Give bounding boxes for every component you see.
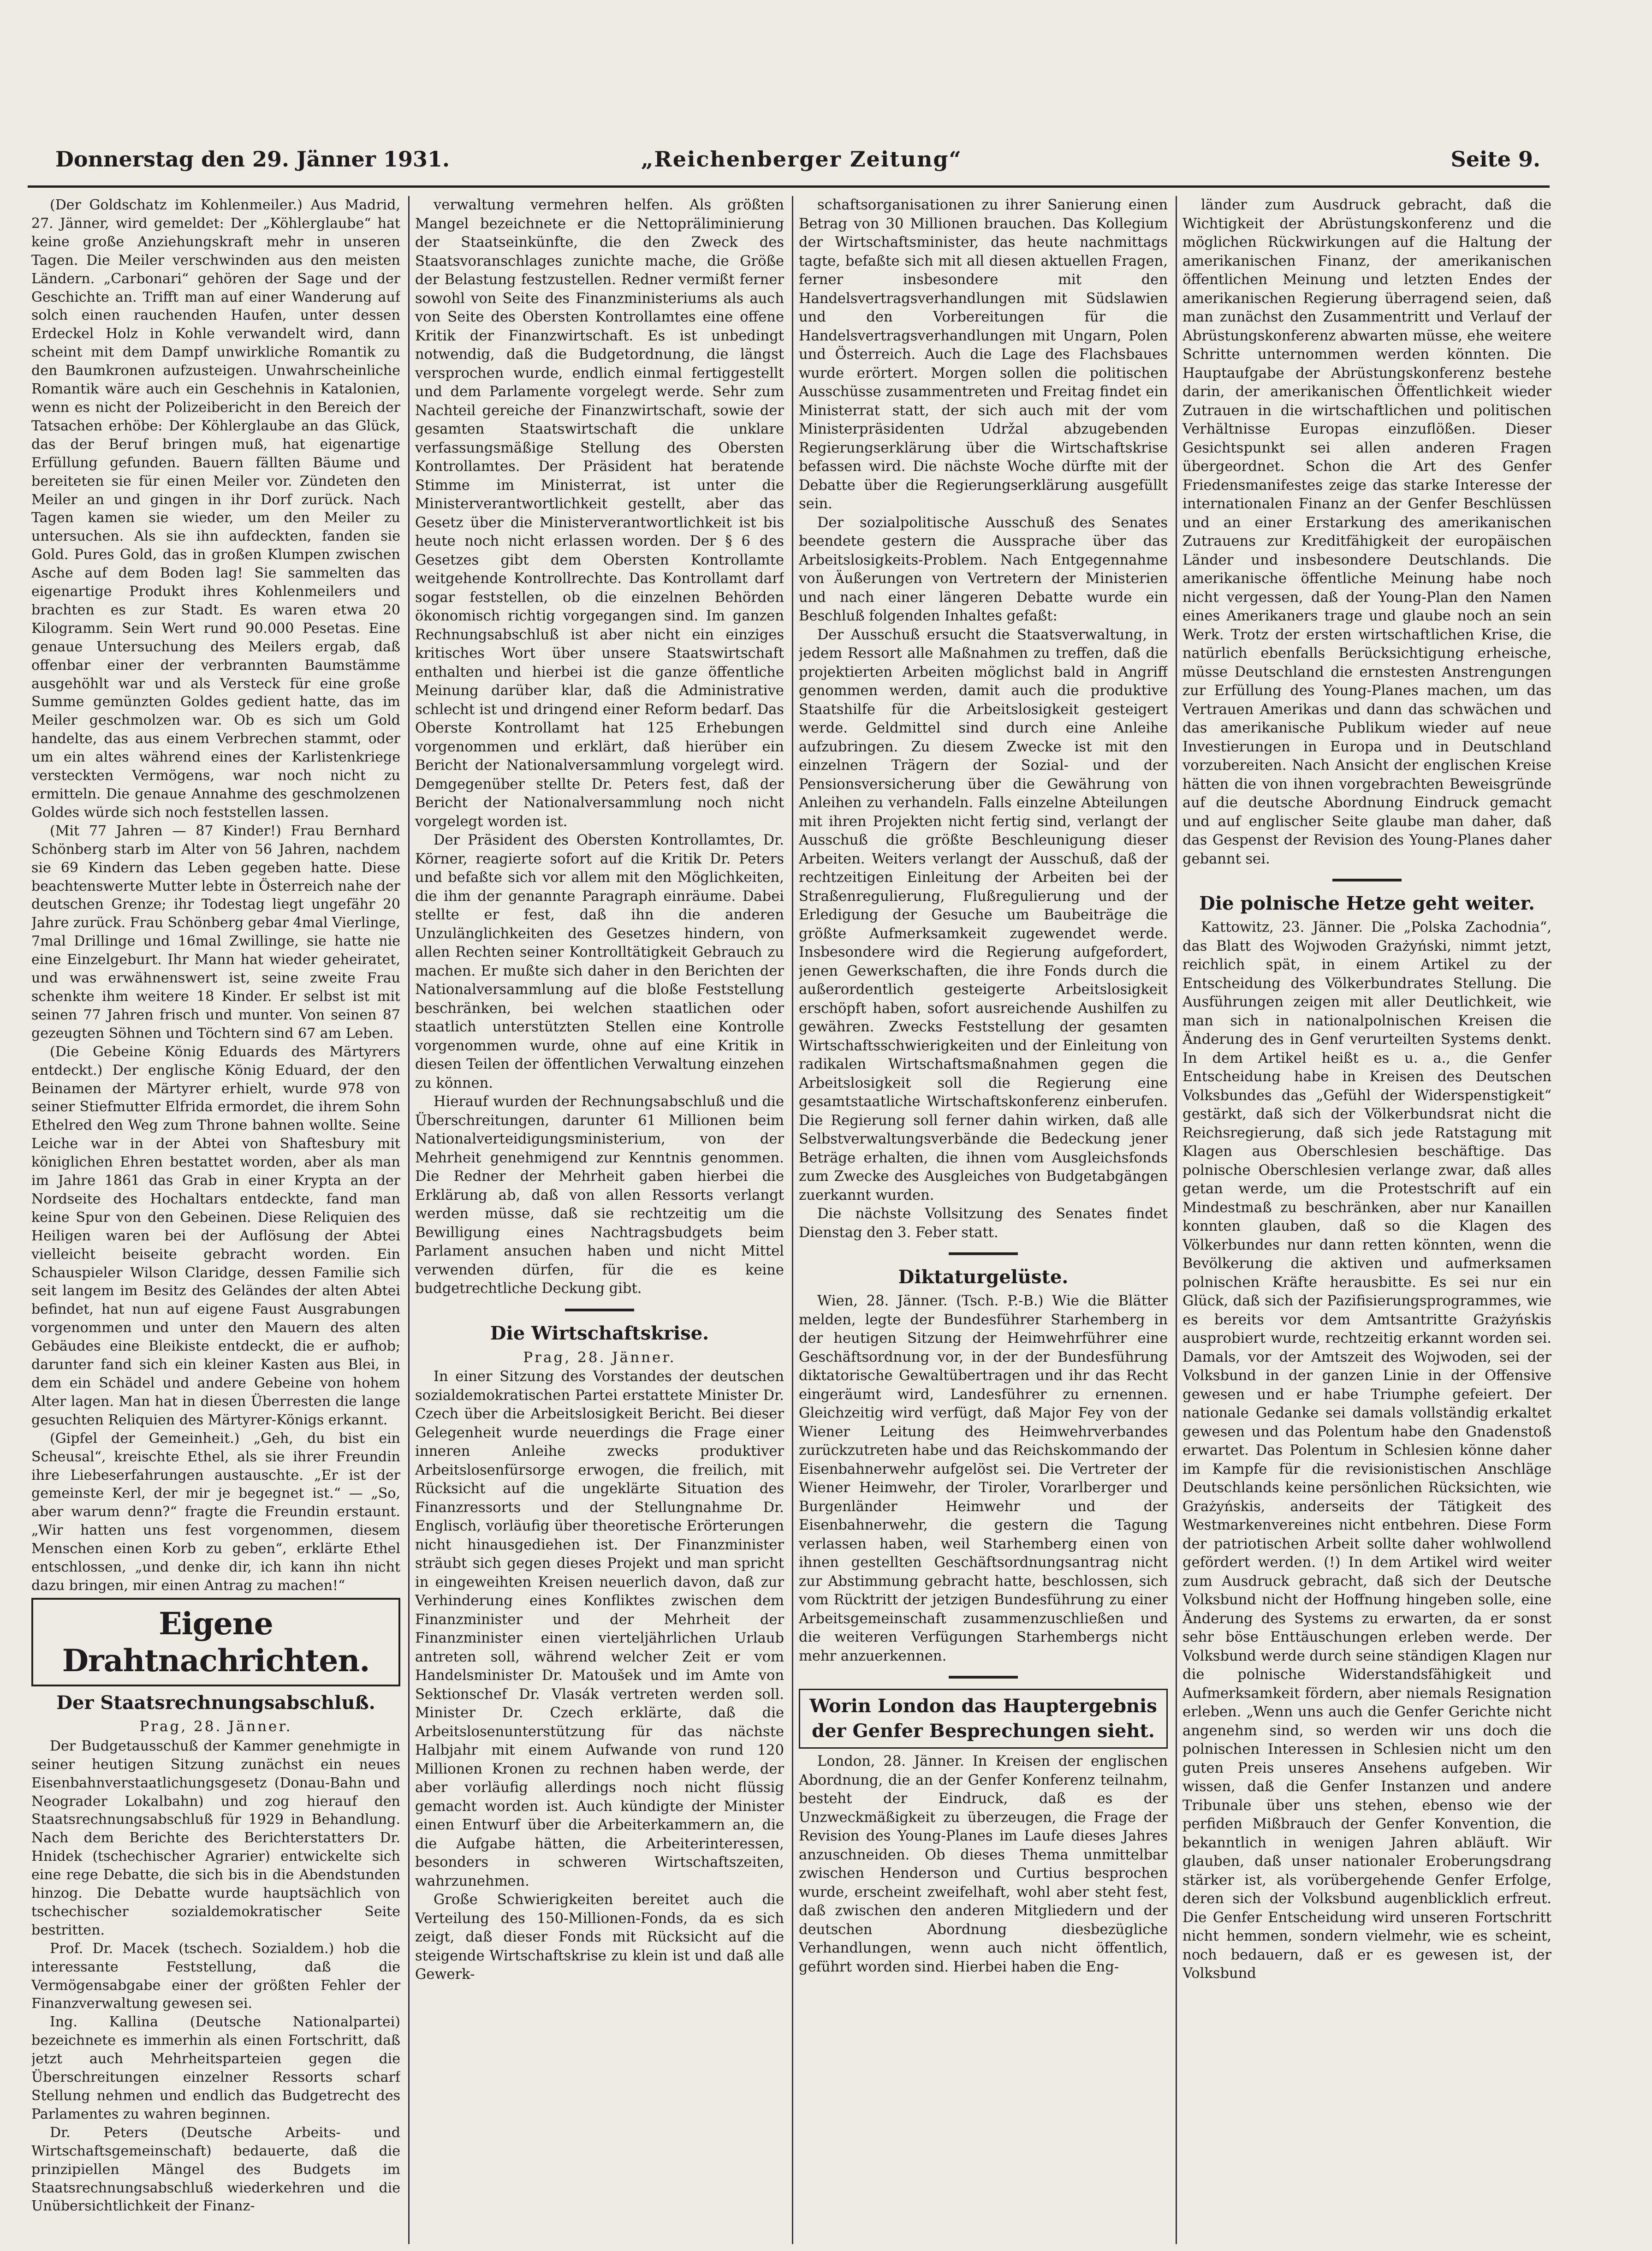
column-2 bbox=[415, 196, 784, 2242]
paragraph: Wien, 28. Jänner. (Tsch. P.-B.) Wie die Blätter melden, legte der Bundesführer Starhemberg in der heutigen Sitzung der Heimwehrführer eine Geschäftsordnung vor, in der der Bundesführung diktatorische Gewaltübertragen und ihr das Recht eingeräumt wird, Landesführer zu ernennen. Gleichzeitig wird verfügt, daß Major Fey von der Wiener Leitung des Heimwehrverbandes zurückzutreten habe und das Reichskommando der Eisenbahnerwehr aufgelöst sei. Die Vertreter der Wiener Heimwehr, der Tiroler, Vorarlberger und Burgenländer Heimwehr und der Eisenbahnerwehr, die gestern die Tagung verlassen haben, weil Starhemberg einen von ihnen gestellten Geschäftsordnungsantrag nicht zur Abstimmung gebracht hatte, beschlossen, sich vom Rücktritt der jetzigen Bundesführung zu einer Arbeitsgemeinschaft zusammenzuschließen und die weiteren Verfügungen Starhembergs nicht mehr anzuerkennen. bbox=[799, 1293, 1168, 1664]
header-rule bbox=[28, 185, 1550, 188]
article-koenig-eduard: (Die Gebeine König Eduards des Märtyrers entdeckt.) Der englische König Eduard, der den Beinamen der Märtyrer erhielt, wurde 978 von seiner Stiefmutter Elfrida ermordet, die ihrem Sohn Ethelred den Weg zum Throne bahnen wollte. Seine Leiche war in der Abtei von Shaftesbury mit königlichen Ehren bestattet worden, aber als man im Jahre 1861 das Grab in einer Krypta an der Nordseite des Hochaltars entdeckte, fand man keine Spur von den Gebeinen. Diese Reliquien des Heiligen waren bei der Auflösung der Abtei vielleicht beiseite gebracht worden. Ein Schauspieler Wilson Claridge, dessen Familie sich seit langem im Besitz des Geländes der alten Abtei befindet, hat nun auf eigene Faust Ausgrabungen vorgenommen und unter den Mauern des alten Gebäudes eine Bleikiste entdeckt, die er aufhob; darunter fand sich ein kleiner Kasten aus Blei, in dem ein Schädel und andere Gebeine von hohem Alter lagen. Man hat in diesen Überresten die lange gesuchten Reliquien des Märtyrer-Königs erkannt. bbox=[31, 1043, 400, 1428]
headline-diktaturgelueste: Diktaturgelüste. bbox=[898, 1266, 1069, 1288]
headline-polnische-hetze: Die polnische Hetze geht weiter. bbox=[1199, 893, 1535, 914]
dateline: Prag, 28. Jänner. bbox=[523, 1349, 676, 1366]
page-header bbox=[55, 147, 1540, 184]
headline-staatsrechnungsabschluss: Der Staatsrechnungsabschluß. bbox=[56, 1691, 375, 1714]
column-divider bbox=[408, 196, 410, 2244]
dateline: Prag, 28. Jänner. bbox=[139, 1718, 292, 1735]
article-divider bbox=[1332, 879, 1402, 881]
column-4 bbox=[1183, 196, 1551, 2242]
paragraph: Hierauf wurden der Rechnungsabschluß und die Überschreitungen, darunter 61 Millionen beim Nationalverteidigungsministerium, von der Mehrheit genehmigend zur Kenntnis genommen. Die Redner der Mehrheit gaben hierbei die Erklärung ab, daß von allen Ressorts verlangt werden müsse, daß sie rechtzeitig um die Bewilligung eines Nachtragsbudgets beim Parlament ansuchen haben und nicht Mittel verwenden dürfen, für die es keine budgetrechtliche Deckung gibt. bbox=[415, 1094, 784, 1297]
section-title-drahtnachrichten: Eigene Drahtnachrichten. bbox=[31, 1598, 400, 1686]
paragraph: Ing. Kallina (Deutsche Nationalpartei) bezeichnete es immerhin als einen Fortschritt, daß jetzt auch Mehrheitsparteien gegen die Überschreitungen einzelner Ressorts scharf Stellung nehmen und endlich das Budgetrecht des Parlamentes zu wahren beginnen. bbox=[31, 2014, 400, 2122]
header-page-number: Seite 9. bbox=[1450, 147, 1540, 172]
paragraph: länder zum Ausdruck gebracht, daß die Wichtigkeit der Abrüstungskonferenz und die möglichen Rückwirkungen auf die Haltung der amerikanischen Finanz, der amerikanischen öffentlichen Meinung und letzten Endes der amerikanischen Regierung überragend seien, daß man zunächst den Zusammentritt und Verlauf der Abrüstungskonferenz abwarten müsse, ehe weitere Schritte unternommen werden könnten. Die Hauptaufgabe der Abrüstungskonferenz bestehe darin, der amerikanischen Öffentlichkeit wieder Zutrauen in die wirtschaftlichen und politischen Verhältnisse Europas einzuflößen. Dieser Gesichtspunkt sei allen anderen Fragen übergeordnet. Schon die Art des Genfer Friedensmanifestes zeige das starke Interesse der internationalen Finanz an der Genfer Beschlüssen und an einer Erstarkung des amerikanischen Zutrauens zur Kreditfähigkeit der europäischen Länder und insbesondere Deutschlands. Die amerikanische öffentliche Meinung habe noch nicht vergessen, daß der Young-Plan den Namen eines Amerikaners trage und glaube noch an sein Werk. Trotz der ersten wirtschaftlichen Krise, die natürlich ebenfalls Berücksichtigung erheische, müsse Deutschland die ernstesten Anstrengungen zur Erfüllung des Young-Planes machen, um das Vertrauen Amerikas und dann das schwächen und das amerikanische Publikum wieder auf neue Investierungen in Europa und in Deutschland vorzubereiten. Nach Ansicht der englischen Kreise hätten die von ihnen vorgebrachten Beweisgründe auf die deutsche Abordnung Eindruck gemacht und auf englischer Seite glaube man daher, daß das Gespenst der Revision des Young-Planes daher gebannt sei. bbox=[1183, 197, 1551, 867]
paragraph: In einer Sitzung des Vorstandes der deutschen sozialdemokratischen Partei erstattete Minister Dr. Czech über die Arbeitslosigkeit Bericht. Bei dieser Gelegenheit wurde neuerdings die Frage einer inneren Anleihe zwecks produktiver Arbeitslosenfürsorge erwogen, die freilich, mit Rücksicht auf die ungeklärte Situation des Finanzressorts und der Stellungnahme Dr. Englisch, vorläufig über theoretische Erörterungen nicht hinausgediehen ist. Der Finanzminister sträubt sich gegen dieses Projekt und man spricht in eingeweihten Kreisen neuerlich davon, daß zur Verhinderung eines Konfliktes zwischen dem Finanzminister und der Mehrheit der Finanzminister einen vierteljährlichen Urlaub antreten soll, während welcher Zeit er vom Handelsminister Dr. Matoušek und im Amte von Sektionschef Dr. Vlasák vertreten werden soll. Minister Dr. Czech erklärte, daß die Arbeitslosenunterstützung für das nächste Halbjahr mit einem Aufwande von rund 120 Millionen Kronen zu rechnen haben werde, der aber vorläufig allerdings noch nicht flüssig gemacht worden ist. Auch kündigte der Minister einen Entwurf über die Arbeiterkammern an, die die Aufgabe hätten, die Arbeiterinteressen, besonders in schweren Wirtschaftszeiten, wahrzunehmen. bbox=[415, 1369, 784, 1889]
column-divider bbox=[792, 196, 793, 2244]
paragraph: Die nächste Vollsitzung des Senates findet Dienstag den 3. Feber statt. bbox=[799, 1206, 1168, 1241]
paragraph: Prof. Dr. Macek (tschech. Sozialdem.) hob die interessante Feststellung, daß die Vermögensabgabe einer der größten Fehler der Finanzverwaltung gewesen sei. bbox=[31, 1940, 400, 2012]
column-divider bbox=[1176, 196, 1177, 2244]
column-3 bbox=[799, 196, 1168, 2242]
article-divider bbox=[949, 1252, 1018, 1255]
article-divider bbox=[949, 1676, 1018, 1679]
headline-wirtschaftskrise: Die Wirtschaftskrise. bbox=[490, 1322, 709, 1344]
headline-london-genf: Worin London das Hauptergebnis der Genfer Besprechungen sieht. bbox=[799, 1689, 1168, 1749]
paragraph: schaftsorganisationen zu ihrer Sanierung einen Betrag von 30 Millionen brauchen. Das Kollegium der Wirtschaftsminister, das heute nachmittags tagte, befaßte sich mit all diesen aktuellen Fragen, ferner insbesondere mit den Handelsvertragsverhandlungen mit Südslawien und den Vorbereitungen für die Handelsvertragsverhandlungen mit Ungarn, Polen und Österreich. Auch die Lage des Flachsbaues wurde erörtert. Morgen sollen die politischen Ausschüsse zusammentreten und Freitag findet ein Ministerrat statt, der sich auch mit der vom Ministerpräsidenten Udržal abzugebenden Regierungserklärung über die Wirtschaftskrise befassen wird. Die nächste Woche dürfte mit der Debatte über die Regierungserklärung ausgefüllt sein. bbox=[799, 197, 1168, 512]
header-newspaper-title: „Reichenberger Zeitung“ bbox=[641, 147, 963, 172]
paragraph: Der Ausschuß ersucht die Staatsverwaltung, in jedem Ressort alle Maßnahmen zu treffen, daß die projektierten Arbeiten möglichst bald in Angriff genommen werden, damit auch die produktive Staatshilfe für die Arbeitslosigkeit gesteigert werde. Geldmittel sind durch eine Anleihe aufzubringen. Zu diesem Zwecke ist mit den einzelnen Trägern der Sozial- und der Pensionsversicherung über die Gewährung von Anleihen zu verhandeln. Falls einzelne Abteilungen mit ihren Projekten nicht fertig sind, verlangt der Ausschuß die größte Beschleunigung dieser Arbeiten. Weiters verlangt der Ausschuß, daß der rechtzeitigen Einleitung der Arbeiten bei der Straßenregulierung, Flußregulierung und der Erledigung der Gesuche um Baubeiträge die größte Aufmerksamkeit zugewendet werde. Insbesondere wird die Regierung aufgefordert, jenen Gewerkschaften, die ihre Fonds durch die außerordentlich gesteigerte Arbeitslosigkeit erschöpft haben, sofort ausreichende Aushilfen zu gewähren. Zwecks Feststellung der gesamten Wirtschaftsschwierigkeiten und der Einleitung von radikalen Wirtschaftsmaßnahmen gegen die Arbeitslosigkeit soll die Regierung eine gesamtstaatliche Wirtschaftskonferenz einberufen. Die Regierung soll ferner dahin wirken, daß alle Selbstverwaltungsverbände die Bedeckung jener Beträge erhalten, die ihnen vom Ausgleichsfonds zum Zwecke des Ausgleiches von Budgetabgängen zuerkannt wurden. bbox=[799, 626, 1168, 1203]
paragraph: Kattowitz, 23. Jänner. Die „Polska Zachodnia“, das Blatt des Wojwoden Grażyński, nimmt jetzt, reichlich spät, in einem Artikel zu der Entscheidung des Völkerbundrates Stellung. Die Ausführungen zeigen mit aller Deutlichkeit, wie man sich in nationalpolnischen Kreisen die Änderung des in Genf verurteilten Systems denkt. In dem Artikel heißt es u. a., die Genfer Entscheidung habe in Kreisen des Deutschen Volksbundes das „Gefühl der Widerspenstigkeit“ gestärkt, daß sich der Völkerbundsrat nicht die Reichsregierung, daß sich jede Ratstagung mit Klagen aus Oberschlesien beschäftige. Das polnische Oberschlesien verlange zwar, daß alles getan werde, um die Protestschrift auf ein Mindestmaß zu beschränken, aber nur Kanaillen konnten glauben, daß so die Klagen des Völkerbundes nur dann retten könnten, wenn die Bevölkerung die aktiven und aufmerksamen polnischen Kräfte herausbitte. Es sei nur ein Glück, daß sich der Pazifisierungsprogrammes, wie es bereits vor dem Amtsantritte Grażyńskis ausprobiert wurde, rechtzeitig erkannt worden sei. Damals, vor der Amtszeit des Wojwoden, sei der Volksbund in der ganzen Linie in der Offensive gewesen und er habe Triumphe gefeiert. Der nationale Gedanke sei damals vollständig erkaltet gewesen und das Polentum habe den Gnadenstoß erwartet. Das Polentum in Schlesien könne daher im Kampfe für die revisionistischen Anschläge Deutschlands keine persönlichen Rücksichten, wie Grażyńskis, anderseits der Tätigkeit des Westmarkenvereines nicht entbehren. Diese Form der patriotischen Arbeit sollte daher wohlwollend gefördert werden. (!) In dem Artikel wird weiter zum Ausdruck gebracht, daß sich der Deutsche Volksbund nicht der Hoffnung hingeben solle, eine Änderung des Systems zu erwarten, da er sonst sehr böse Enttäuschungen erleben werde. Der Volksbund werde durch seine ständigen Klagen nur die polnische Widerstandsfähigkeit und Aufmerksamkeit fördern, aber niemals Resignation erleben. „Wenn uns auch die Genfer Gerichte nicht angenehm sind, so werden wir uns doch die polnischen Interessen in Schlesien nicht um den guten Preis unseres Ansehens aufgeben. Wir wissen, daß die Genfer Instanzen und andere Tribunale über uns stehen, ebenso wie der perfiden Mißbrauch der Genfer Konvention, die bekanntlich in wenigen Jahren abläuft. Wir glauben, daß unser nationaler Eroberungsdrang stärker ist, als vorübergehende Genfer Erfolge, deren sich der Volksbund augenblicklich erfreut. Die Genfer Entscheidung wird unseren Fortschritt nicht hemmen, sondern vielmehr, wie es scheint, noch bedauern, daß er es gewesen ist, der Volksbund bbox=[1183, 919, 1551, 1982]
paragraph: Der Budgetausschuß der Kammer genehmigte in seiner heutigen Sitzung zunächst ein neues Eisenbahnverstaatlichungsgesetz (Donau-Bahn und Neograder Lokalbahn) und zog hierauf den Staatsrechnungsabschluß für 1929 in Behandlung. Nach dem Berichte des Berichterstatters Dr. Hnidek (tschechischer Agrarier) entwickelte sich eine rege Debatte, die sich bis in die Abendstunden hinzog. Die Debatte wurde hauptsächlich von tschechischer sozialdemokratischer Seite bestritten. bbox=[31, 1738, 400, 1938]
paragraph: Dr. Peters (Deutsche Arbeits- und Wirtschaftsgemeinschaft) bedauerte, daß die prinzipiellen Mängel des Budgets im Staatsrechnungsabschluß wiederkehren und die Unübersichtlichkeit der Finanz- bbox=[31, 2124, 400, 2215]
paragraph: Der sozialpolitische Ausschuß des Senates beendete gestern die Aussprache über das Arbeitslosigkeits-Problem. Nach Entgegennahme von Äußerungen von Vertretern der Ministerien und nach einer längeren Debatte wurde ein Beschluß folgenden Inhaltes gefaßt: bbox=[799, 514, 1168, 624]
article-divider bbox=[565, 1309, 634, 1311]
paragraph: London, 28. Jänner. In Kreisen der englischen Abordnung, die an der Genfer Konferenz teilnahm, besteht der Eindruck, daß es der Unzweckmäßigkeit zu überzeugen, die Frage der Revision des Young-Planes im Laufe dieses Jahres anzuschneiden. Ob dieses Thema unmittelbar zwischen Henderson und Curtius besprochen wurde, erscheint zweifelhaft, wohl aber steht fest, daß zwischen den anderen Mitgliedern und der deutschen Abordnung diesbezügliche Verhandlungen, wenn auch nicht öffentlich, geführt worden sind. Hierbei haben die Eng- bbox=[799, 1753, 1168, 1975]
paragraph: Große Schwierigkeiten bereitet auch die Verteilung des 150-Millionen-Fonds, da es sich zeigt, daß dieser Fonds mit Rücksicht auf die steigende Wirtschaftskrise zu klein ist und daß alle Gewerk- bbox=[415, 1892, 784, 1983]
paragraph: verwaltung vermehren helfen. Als größten Mangel bezeichnete er die Nettopräliminierung der Staatseinkünfte, die den Zweck des Staatsvoranschlages zunichte mache, die Größe der Belastung festzustellen. Redner vermißt ferner sowohl von Seite des Finanzministeriums als auch von Seite des Obersten Kontrollamtes eine offene Kritik der Finanzwirtschaft. Es ist unbedingt notwendig, daß die Budgetordnung, die längst versprochen wurde, endlich einmal fertiggestellt und dem Parlamente vorgelegt werde. Sehr zum Nachteil gereiche der Finanzwirtschaft, sowie der gesamten Staatswirtschaft die unklare verfassungsmäßige Stellung des Obersten Kontrollamtes. Der Präsident hat beratende Stimme im Ministerrat, ist unter die Ministerverantwortlichkeit gestellt, aber das Gesetz über die Ministerverantwortlichkeit ist bis heute noch nicht erlassen worden. Der § 6 des Gesetzes gibt dem Obersten Kontrollamte weitgehende Kontrollrechte. Das Kontrollamt darf sogar feststellen, ob die einzelnen Behörden ökonomisch richtig vorgegangen sind. Im ganzen Rechnungsabschluß ist aber nicht ein einziges kritisches Wort über unsere Staatswirtschaft enthalten und hierbei ist die ganze öffentliche Meinung darüber klar, daß die Administrative schlecht ist und dringend einer Reform bedarf. Das Oberste Kontrollamt hat 125 Erhebungen vorgenommen und erklärt, daß hierüber ein Bericht der Nationalversammlung vorgelegt wird. Demgegenüber stellte Dr. Peters fest, daß der Bericht der Nationalversammlung noch nicht vorgelegt worden ist. bbox=[415, 197, 784, 830]
paragraph: Der Präsident des Obersten Kontrollamtes, Dr. Körner, reagierte sofort auf die Kritik Dr. Peters und befaßte sich vor allem mit den Möglichkeiten, die ihm der genannte Paragraph einräume. Dabei stellte er fest, daß ihn die anderen Unzulänglichkeiten des Gesetzes hindern, von allen Rechten seiner Kontrolltätigkeit Gebrauch zu machen. Er mußte sich daher in den Berichten der Nationalversammlung auf die bloße Feststellung beschränken, bei welchen staatlichen oder staatlich unterstützten Stellen eine Kontrolle vorgenommen wurde, ohne auf eine Kritik in diesen Teilen der öffentlichen Verwaltung einzehen zu können. bbox=[415, 832, 784, 1091]
column-1 bbox=[31, 196, 400, 2242]
article-87-kinder: (Mit 77 Jahren — 87 Kinder!) Frau Bernhard Schönberg starb im Alter von 56 Jahren, nachdem sie 69 Kindern das Leben gegeben hatte. Diese beachtenswerte Mutter lebte in Österreich nahe der deutschen Grenze; ihr Todestag liegt ungefähr 20 Jahre zurück. Frau Schönberg gebar 4mal Vierlinge, 7mal Drillinge und 16mal Zwillinge, sie hatte nie eine Einzelgeburt. Ihr Mann hat wieder geheiratet, und was erwähnenswert ist, seine zweite Frau schenkte ihm weitere 18 Kinder. Er selbst ist mit seinen 77 Jahren frisch und munter. Von seinen 87 gezeugten Söhnen und Töchtern sind 67 am Leben. bbox=[31, 822, 400, 1042]
article-gipfel-gemeinheit: (Gipfel der Gemeinheit.) „Geh, du bist ein Scheusal“, kreischte Ethel, als sie ihrer Freundin ihre Liebeserfahrungen austauschte. „Er ist der gemeinste Kerl, der mir je begegnet ist.“ — „So, aber warum denn?“ fragte die Freundin erstaunt. „Wir hatten uns fest vorgenommen, diesem Menschen einen Korb zu geben“, erklärte Ethel entschlossen, „und denke dir, ich kann ihn nicht dazu bringen, mir einen Antrag zu machen!“ bbox=[31, 1430, 400, 1594]
article-goldschatz: (Der Goldschatz im Kohlenmeiler.) Aus Madrid, 27. Jänner, wird gemeldet: Der „Köhlerglaube“ hat keine große Anziehungskraft mehr in unseren Tagen. Die Meiler verschwinden aus den meisten Ländern. „Carbonari“ gehören der Sage und der Geschichte an. Trifft man auf einer Wanderung auf solch einen rauchenden Haufen, unter dessen Erdeckel Holz in Kohle verwandelt wird, dann scheint mit dem Dampf unwirkliche Romantik zu den Baumkronen aufzusteigen. Unwahrscheinliche Romantik wäre auch ein Geschehnis in Katalonien, wenn es nicht der Polizeibericht in den Bereich der Tatsachen erhöbe: Der Köhlerglaube an das Glück, das der Beruf bringen muß, hat eigenartige Erfüllung gefunden. Bauern fällten Bäume und bereiteten sie für einen Meiler vor. Zündeten den Meiler an und gingen in ihr Dorf zurück. Nach Tagen kamen sie wieder, um den Meiler zu untersuchen. Als sie ihn aufdeckten, fanden sie Gold. Pures Gold, das in großen Klumpen zwischen Asche auf dem Boden lag! Sie sammelten das eigenartige Produkt ihres Kohlenmeilers und brachten es zur Stadt. Es waren etwa 20 Kilogramm. Sein Wert rund 90.000 Pesetas. Eine genaue Untersuchung des Meilers ergab, daß offenbar einer der verbrannten Baumstämme ausgehöhlt war und als Versteck für eine große Summe gemünzten Goldes gedient hatte, das im Meiler geschmolzen war. Ob es sich um Gold handelte, das aus einem Verbrechen stammt, oder um ein altes während eines der Karlistenkriege versteckten Vermögens, war noch nicht zu ermitteln. Die genaue Annahme des geschmolzenen Goldes würde sich noch feststellen lassen. bbox=[31, 197, 400, 821]
header-date: Donnerstag den 29. Jänner 1931. bbox=[55, 147, 450, 172]
